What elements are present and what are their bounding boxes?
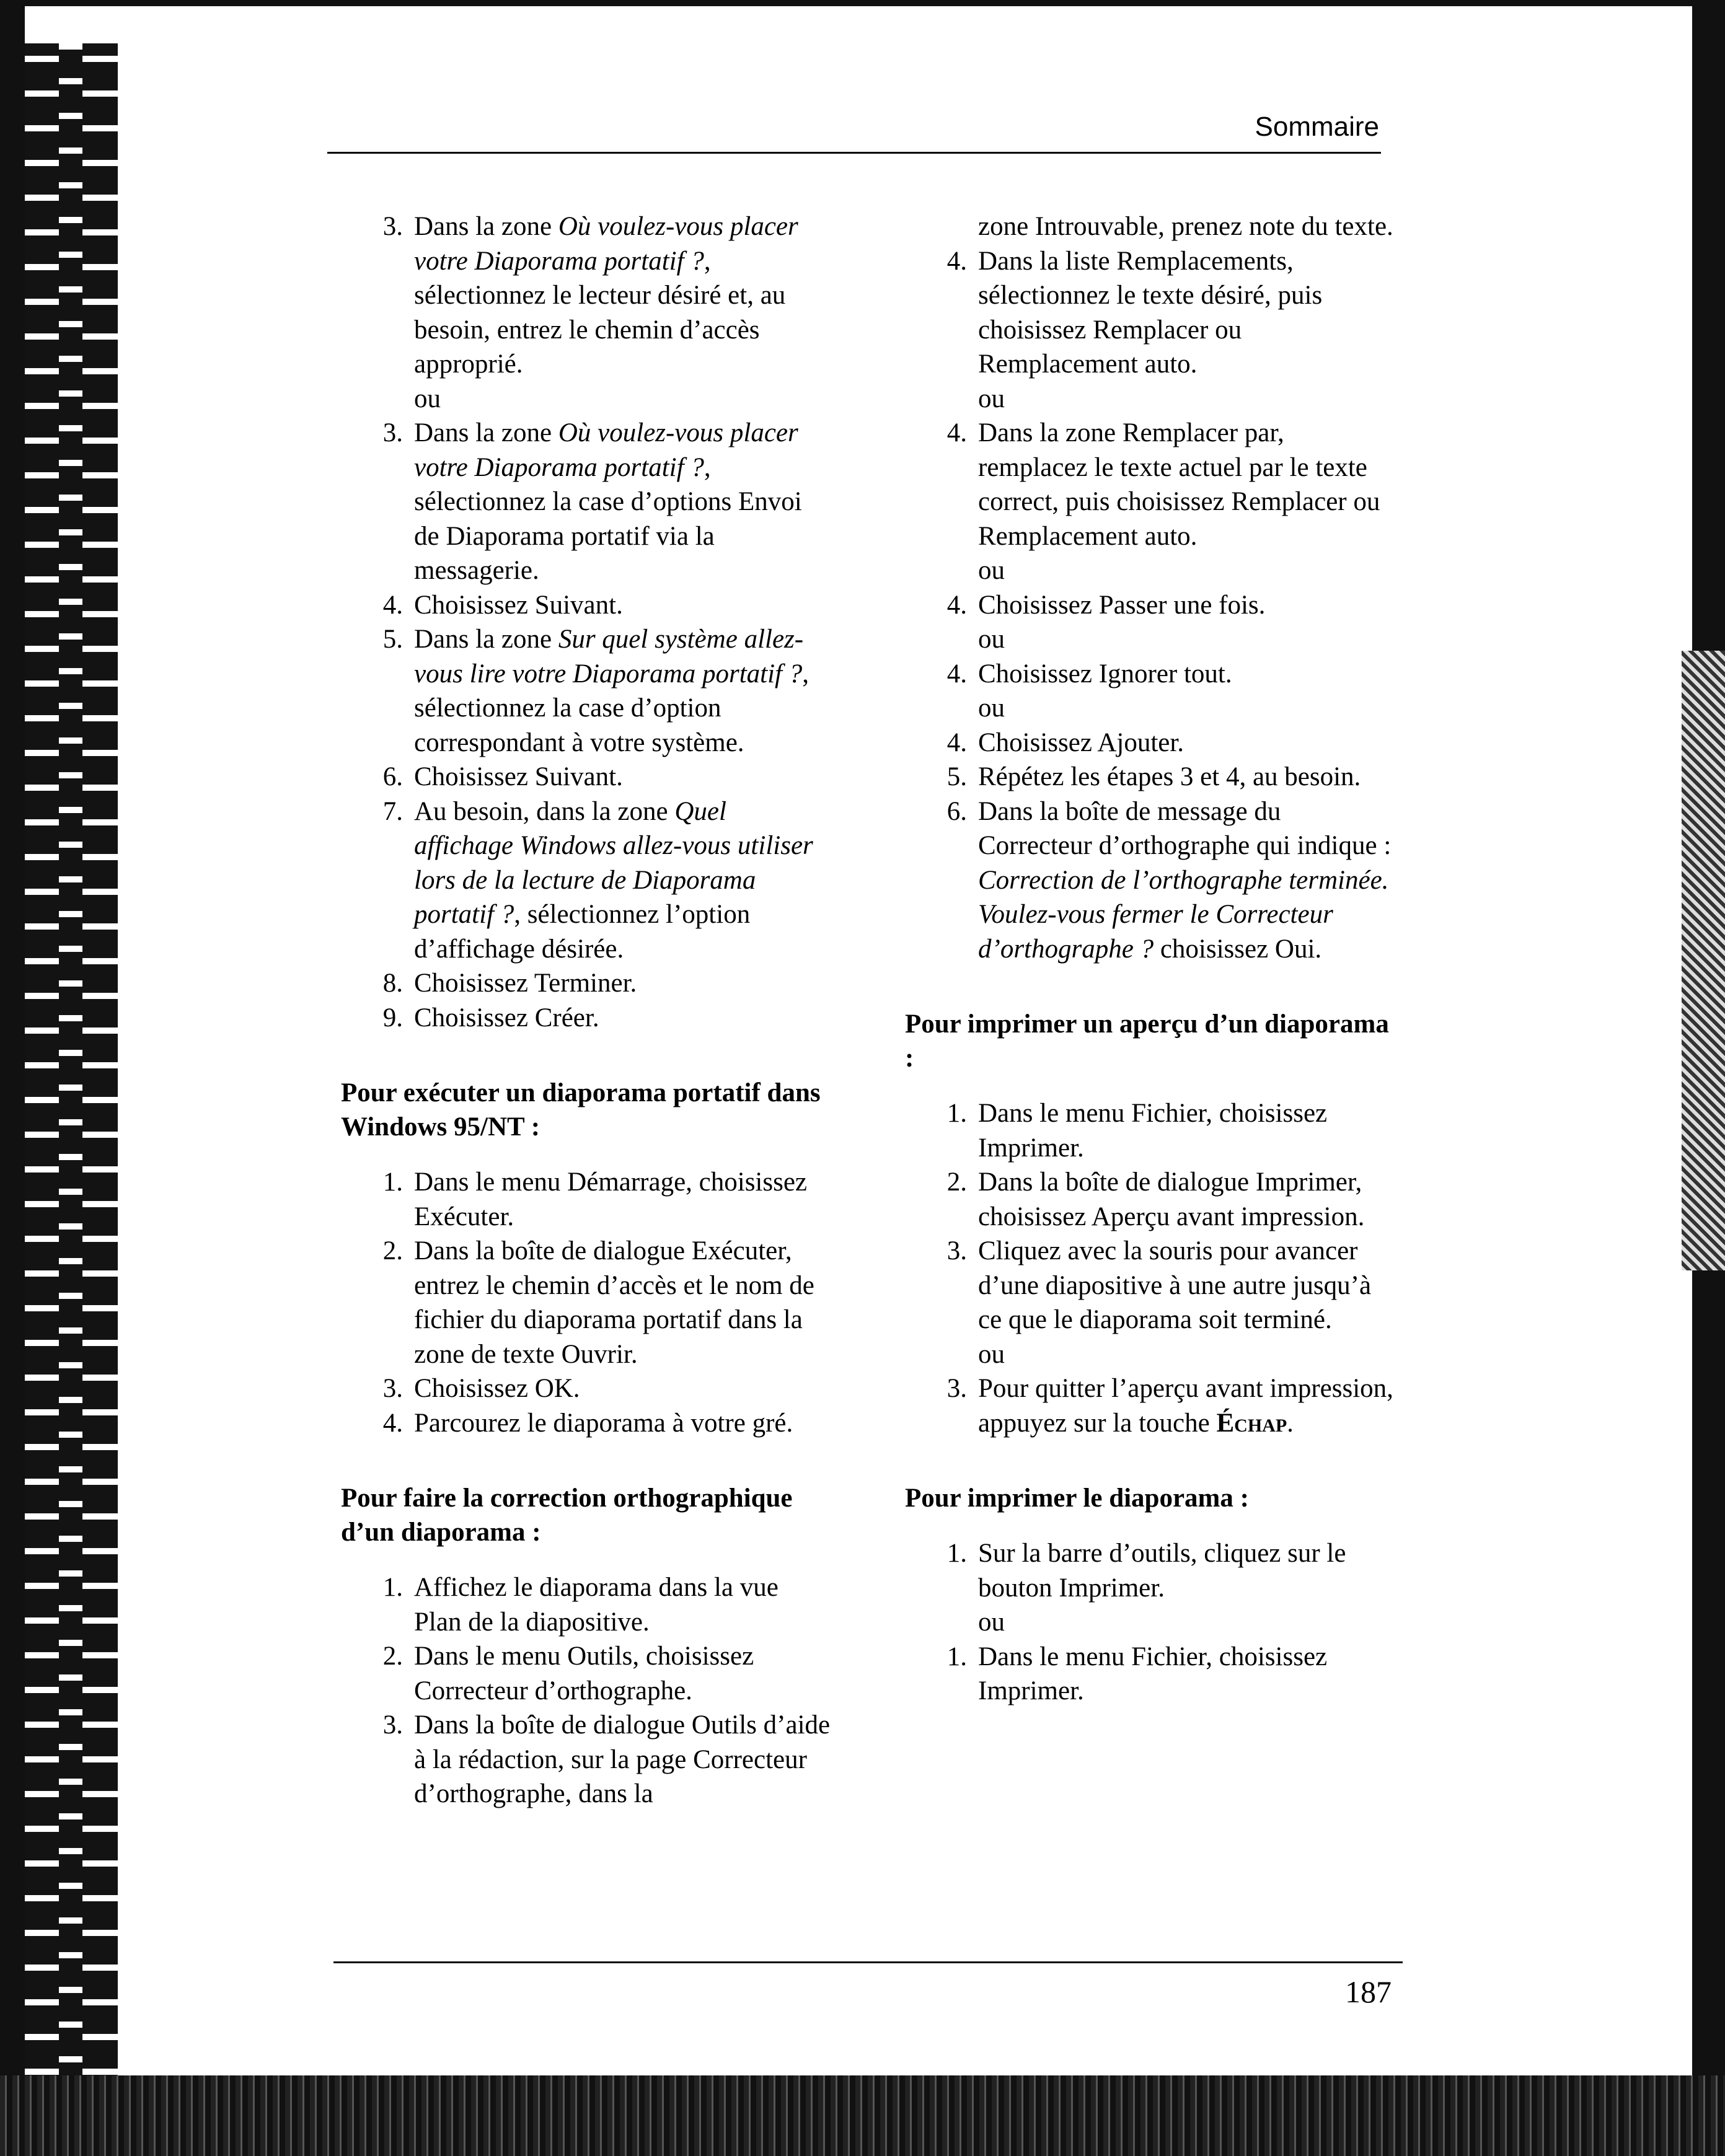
item-number: 1. xyxy=(382,1573,403,1602)
item-text: Choisissez OK. xyxy=(414,1374,580,1403)
item-text: Dans la boîte de message du Correcteur d’orthographe qui indique : xyxy=(978,796,1392,860)
item-number: 1. xyxy=(946,1539,967,1568)
item-text: , sélectionnez la case d’option correspondant à votre système. xyxy=(414,659,810,757)
item-text: Choisissez Ajouter. xyxy=(978,728,1185,757)
continued-text: zone Introuvable, prenez note du texte. xyxy=(978,212,1393,241)
or-separator: ou xyxy=(978,625,1005,654)
item-text: Dans le menu Fichier, choisissez Imprimer. xyxy=(978,1099,1328,1163)
item-text: Au besoin, dans la zone xyxy=(414,796,675,826)
item-text: Dans le menu Outils, choisissez Correcteur d’orthographe. xyxy=(414,1642,754,1705)
item-text: Dans la boîte de dialogue Exécuter, entrez le chemin d’accès et le nom de fichier du diaporama portatif dans la zone de texte Ouvrir. xyxy=(414,1236,814,1369)
item-text: Choisissez Passer une fois. xyxy=(978,590,1266,620)
list-item xyxy=(341,622,831,760)
or-separator: ou xyxy=(978,1339,1005,1369)
left-list-2 xyxy=(341,1165,831,1440)
item-text: Dans la liste Remplacements, sélectionnez le texte désiré, puis choisissez Remplacer ou Remplacement auto. xyxy=(978,246,1323,379)
list-item xyxy=(341,1708,831,1811)
item-text: , sélectionnez l’option d’affichage désirée. xyxy=(414,900,751,964)
item-text: Dans la boîte de dialogue Outils d’aide à la rédaction, sur la page Correcteur d’orthographe, dans la xyxy=(414,1710,831,1808)
list-item xyxy=(905,1640,1395,1709)
item-text: Dans la zone Remplacer par, remplacez le texte actuel par le texte correct, puis choisissez Remplacer ou Remplacement auto. xyxy=(978,418,1380,551)
list-item xyxy=(341,1371,831,1406)
item-italic: Correction de l’orthographe terminée. Voulez-vous fermer le Correcteur d’orthographe ? xyxy=(978,865,1389,964)
list-item xyxy=(905,657,1395,692)
list-item xyxy=(341,416,831,588)
item-italic: Quel affichage Windows allez-vous utiliser lors de la lecture de Diaporama portatif ? xyxy=(414,796,813,929)
item-number: 8. xyxy=(382,969,403,998)
section-heading: Pour exécuter un diaporama portatif dans Windows 95/NT : xyxy=(341,1078,821,1142)
item-text: Choisissez Terminer. xyxy=(414,969,637,998)
item-text: Dans la zone xyxy=(414,418,558,447)
item-number: 5. xyxy=(382,625,403,654)
list-item xyxy=(341,1639,831,1708)
item-number: 6. xyxy=(382,762,403,791)
list-item xyxy=(905,726,1395,760)
right-list-1 xyxy=(905,244,1395,967)
item-number: 4. xyxy=(946,418,967,447)
section-heading: Pour faire la correction orthographique d’un diaporama : xyxy=(341,1484,793,1547)
right-list-2 xyxy=(905,1096,1395,1440)
or-separator: ou xyxy=(978,556,1005,585)
or-separator: ou xyxy=(978,1608,1005,1637)
item-text: Affichez le diaporama dans la vue Plan de la diapositive. xyxy=(414,1573,779,1637)
item-number: 4. xyxy=(382,1408,403,1438)
item-text: Répétez les étapes 3 et 4, au besoin. xyxy=(978,762,1361,791)
item-text: , sélectionnez le lecteur désiré et, au besoin, entrez le chemin d’accès approprié. xyxy=(414,246,786,379)
item-text: Pour quitter l’aperçu avant impression, appuyez sur la touche xyxy=(978,1374,1393,1438)
list-item xyxy=(905,588,1395,623)
item-number: 2. xyxy=(946,1168,967,1197)
scan-edge-right xyxy=(1682,651,1725,1270)
right-column xyxy=(905,209,1395,1709)
list-item xyxy=(341,1406,831,1441)
list-item xyxy=(341,794,831,967)
list-item xyxy=(341,966,831,1001)
left-list-1 xyxy=(341,209,831,1035)
list-item xyxy=(341,209,831,382)
list-item xyxy=(905,760,1395,794)
scan-edge-bottom xyxy=(0,2075,1725,2156)
item-italic: Où voulez-vous placer votre Diaporama portatif ? xyxy=(414,418,798,482)
item-text: Choisissez Créer. xyxy=(414,1003,599,1032)
list-item xyxy=(905,1165,1395,1234)
right-list-3 xyxy=(905,1536,1395,1709)
item-text: Choisissez Ignorer tout. xyxy=(978,659,1232,689)
list-item xyxy=(905,1536,1395,1605)
item-number: 3. xyxy=(382,418,403,447)
running-header: Sommaire xyxy=(1255,112,1379,142)
page-number: 187 xyxy=(1345,1974,1392,2009)
list-item xyxy=(341,1234,831,1371)
item-italic: Sur quel système allez-vous lire votre Diaporama portatif ? xyxy=(414,625,804,689)
list-item xyxy=(905,416,1395,553)
item-number: 3. xyxy=(382,1710,403,1740)
item-text: Choisissez Suivant. xyxy=(414,590,623,620)
section-heading: Pour imprimer le diaporama : xyxy=(905,1484,1249,1513)
item-text: Dans le menu Fichier, choisissez Imprimer. xyxy=(978,1642,1328,1705)
item-number: 3. xyxy=(382,212,403,241)
item-number: 4. xyxy=(946,728,967,757)
item-number: 2. xyxy=(382,1236,403,1265)
page-sheet xyxy=(25,6,1692,2076)
or-separator: ou xyxy=(414,384,441,413)
item-number: 1. xyxy=(382,1168,403,1197)
item-number: 7. xyxy=(382,796,403,826)
section-heading: Pour imprimer un aperçu d’un diaporama : xyxy=(905,1010,1389,1073)
item-text: Parcourez le diaporama à votre gré. xyxy=(414,1408,793,1438)
list-item xyxy=(905,1371,1395,1440)
item-text: , sélectionnez la case d’options Envoi de Diaporama portatif via la messagerie. xyxy=(414,452,802,585)
item-text: Dans la boîte de dialogue Imprimer, choisissez Aperçu avant impression. xyxy=(978,1168,1365,1231)
item-number: 4. xyxy=(946,246,967,276)
item-text: Dans la zone xyxy=(414,625,558,654)
key-name: Échap xyxy=(1216,1408,1287,1438)
item-text: . xyxy=(1287,1408,1294,1438)
list-item xyxy=(905,1234,1395,1337)
item-number: 4. xyxy=(946,659,967,689)
or-separator: ou xyxy=(978,384,1005,413)
item-number: 1. xyxy=(946,1099,967,1128)
item-text: Dans la zone xyxy=(414,212,558,241)
spiral-binding xyxy=(25,43,118,2082)
list-item xyxy=(341,1001,831,1036)
item-number: 1. xyxy=(946,1642,967,1671)
left-list-3 xyxy=(341,1570,831,1811)
item-text: Cliquez avec la souris pour avancer d’une diapositive à une autre jusqu’à ce que le diaporama soit terminé. xyxy=(978,1236,1372,1334)
item-text: Dans le menu Démarrage, choisissez Exécuter. xyxy=(414,1168,808,1231)
item-number: 4. xyxy=(946,590,967,620)
item-text: Sur la barre d’outils, cliquez sur le bouton Imprimer. xyxy=(978,1539,1346,1603)
item-number: 3. xyxy=(382,1374,403,1403)
list-item xyxy=(341,588,831,623)
item-number: 4. xyxy=(382,590,403,620)
footer-rule xyxy=(333,1961,1403,1963)
item-number: 2. xyxy=(382,1642,403,1671)
list-item xyxy=(341,760,831,794)
item-italic: Où voulez-vous placer votre Diaporama portatif ? xyxy=(414,212,798,276)
list-item xyxy=(905,1096,1395,1165)
item-number: 9. xyxy=(382,1003,403,1032)
header-rule xyxy=(327,152,1381,154)
or-separator: ou xyxy=(978,693,1005,723)
item-number: 3. xyxy=(946,1236,967,1265)
left-column xyxy=(341,209,831,1811)
list-item xyxy=(905,794,1395,967)
item-number: 5. xyxy=(946,762,967,791)
item-number: 3. xyxy=(946,1374,967,1403)
item-number: 6. xyxy=(946,796,967,826)
list-item xyxy=(905,244,1395,382)
list-item xyxy=(341,1570,831,1639)
item-text: choisissez Oui. xyxy=(1154,934,1322,964)
list-item xyxy=(341,1165,831,1234)
item-text: Choisissez Suivant. xyxy=(414,762,623,791)
